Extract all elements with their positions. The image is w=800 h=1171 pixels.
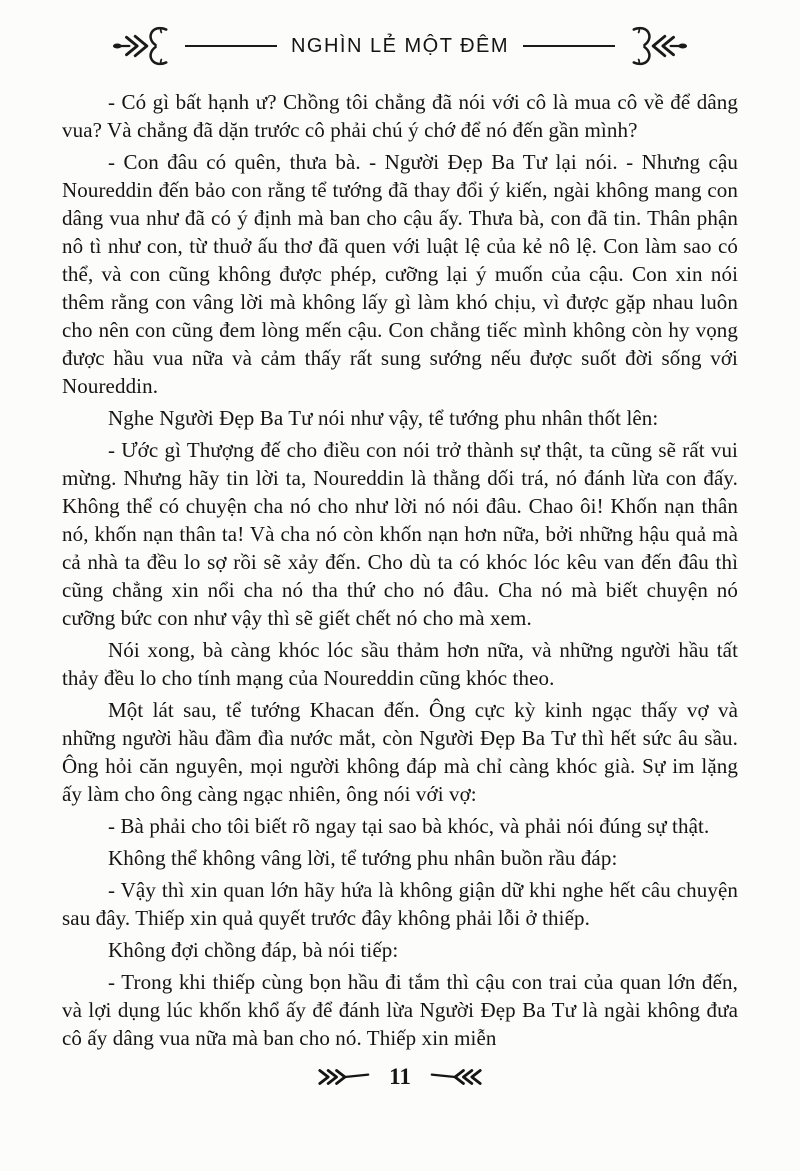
flourish-left-icon: [111, 24, 173, 68]
paragraph: Nói xong, bà càng khóc lóc sầu thảm hơn nữa, và những người hầu tất thảy đều lo cho tính mạng của Noureddin cũng khóc theo.: [62, 638, 738, 690]
paragraph: - Có gì bất hạnh ư? Chồng tôi chẳng đã nói với cô là mua cô về để dâng vua? Và chẳng đã dặn trước cô phải chú ý chớ để nó đến gần mình?: [62, 90, 738, 142]
story-text: [62, 88, 738, 1052]
page-footer: [62, 1064, 738, 1090]
header-rule-left: [185, 45, 277, 47]
paragraph: - Con đâu có quên, thưa bà. - Người Đẹp Ba Tư lại nói. - Nhưng cậu Noureddin đến bảo con rằng tể tướng đã thay đổi ý kiến, ngài không mang con dâng vua như đã có ý định mà ban cho cậu ấy. Thưa bà, con đã tin. Thân phận nô tì như con, từ thuở ấu thơ đã quen với luật lệ của kẻ nô lệ. Con làm sao có thể, và con cũng không được phép, cưỡng lại ý muốn của cậu. Con xin nói thêm rằng con vâng lời mà không lấy gì làm khó chịu, vì được gặp nhau luôn cho nên con cũng đem lòng mến cậu. Con chẳng tiếc mình không còn hy vọng được hầu vua nữa và cảm thấy rất sung sướng nếu được suốt đời sống với Noureddin.: [62, 150, 738, 398]
book-title: NGHÌN LẺ MỘT ĐÊM: [290, 34, 510, 57]
paragraph: - Bà phải cho tôi biết rõ ngay tại sao bà khóc, và phải nói đúng sự thật.: [108, 814, 710, 838]
paragraph: Không thể không vâng lời, tể tướng phu nhân buồn rầu đáp:: [108, 846, 618, 870]
paragraph: Nghe Người Đẹp Ba Tư nói như vậy, tể tướng phu nhân thốt lên:: [108, 406, 659, 430]
triple-arrow-left-icon: [429, 1067, 483, 1087]
header-rule-right: [523, 45, 615, 47]
triple-arrow-right-icon: [317, 1067, 371, 1087]
paragraph: - Ước gì Thượng đế cho điều con nói trở thành sự thật, ta cũng sẽ rất vui mừng. Nhưng hãy tin lời ta, Noureddin là thằng dối trá, nó đánh lừa con đấy. Không thể có chuyện cha nó cho như lời nó nói đâu. Chao ôi! Khốn nạn thân nó, khốn nạn thân ta! Và cha nó còn khốn nạn hơn nữa, bởi những hậu quả mà cả nhà ta đều lo sợ rồi sẽ xảy đến. Cho dù ta có khóc lóc kêu van đến đâu thì cũng chẳng xin nổi cha nó tha thứ cho nó đâu. Cha nó mà biết chuyện nó cưỡng bức con như vậy thì sẽ giết chết nó cho mà xem.: [62, 438, 738, 630]
page-header: [105, 20, 695, 72]
paragraph: Không đợi chồng đáp, bà nói tiếp:: [108, 938, 399, 962]
page-number: 11: [389, 1064, 411, 1089]
paragraph: Một lát sau, tể tướng Khacan đến. Ông cực kỳ kinh ngạc thấy vợ và những người hầu đầm đìa nước mắt, còn Người Đẹp Ba Tư thì hết sức âu sầu. Ông hỏi căn nguyên, mọi người không đáp mà chỉ càng khóc già. Sự im lặng ấy làm cho ông càng ngạc nhiên, ông nói với vợ:: [62, 698, 738, 806]
paragraph: - Vậy thì xin quan lớn hãy hứa là không giận dữ khi nghe hết câu chuyện sau đây. Thiếp xin quả quyết trước đây không phải lỗi ở thiếp.: [62, 878, 738, 930]
flourish-right-icon: [627, 24, 689, 68]
paragraph: - Trong khi thiếp cùng bọn hầu đi tắm thì cậu con trai của quan lớn đến, và lợi dụng lúc khốn khổ ấy để đánh lừa Người Đẹp Ba Tư là ngài không đưa cô ấy dâng vua nữa mà ban cho nó. Thiếp xin miễn: [62, 970, 738, 1050]
